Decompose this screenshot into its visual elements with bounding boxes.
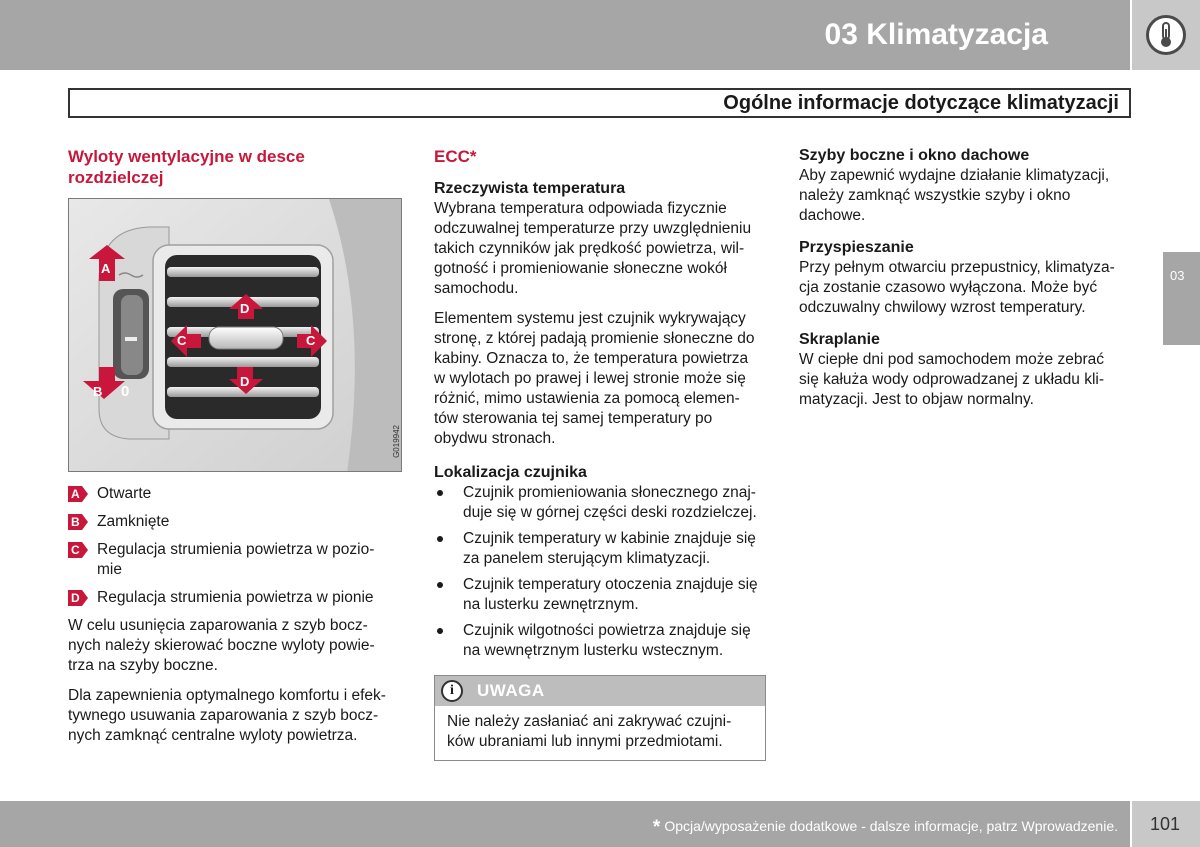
note-title: UWAGA	[477, 681, 545, 700]
column-misc	[799, 146, 1139, 420]
condensation-text: W ciepłe dni pod samochodem może zebrać się kałuża wody odprowadzanej z układu kli- matyzacji. Jest to objaw normalny.	[799, 351, 1104, 408]
legend-text-d: Regulacja strumienia powietrza w pionie	[97, 589, 374, 606]
figure-mark-b: B	[93, 384, 103, 399]
sensor-list	[434, 483, 770, 661]
legend-text-b: Zamknięte	[97, 513, 170, 530]
legend-row-b	[68, 512, 404, 532]
legend-text-c: Regulacja strumienia powietrza w pozio- mie	[97, 541, 375, 578]
info-icon: i	[441, 680, 463, 702]
footnote-text: Opcja/wyposażenie dodatkowe - dalsze informacje, patrz Wprowadzenie.	[664, 818, 1118, 834]
note-text: Nie należy zasłaniać ani zakrywać czujni- ków ubraniami lub innymi przedmiotami.	[447, 713, 732, 750]
figure-mark-c-left: C	[177, 333, 187, 348]
legend-badge-d: D	[68, 590, 88, 606]
section-title: Ogólne informacje dotyczące klimatyzacji	[723, 92, 1119, 114]
list-item: Czujnik wilgotności powietrza znajduje się na wewnętrznym lusterku wstecznym.	[434, 621, 770, 661]
chapter-title: 03 Klimatyzacja	[824, 18, 1048, 51]
figure-mark-c-right: C	[306, 333, 316, 348]
sensor-location-heading: Lokalizacja czujnika	[434, 464, 587, 481]
figure-mark-a: A	[101, 261, 111, 276]
dial-zero-label: 0	[121, 383, 130, 400]
legend-row-a	[68, 484, 404, 504]
figure-mark-d-top: D	[240, 301, 250, 316]
list-item: Czujnik temperatury otoczenia znajduje się na lusterku zewnętrznym.	[434, 575, 770, 615]
figure-code: G019942	[392, 425, 401, 458]
column-vents	[68, 146, 404, 756]
vent-illustration	[68, 198, 402, 472]
legend-badge-b: B	[68, 514, 88, 530]
note-box	[434, 675, 766, 761]
chapter-icon-box	[1132, 0, 1200, 70]
list-item: Czujnik temperatury w kabinie znajduje się za panelem sterującym klimatyzacji.	[434, 529, 770, 569]
list-item: Czujnik promieniowania słonecznego znaj- duje się w górnej części deski rozdzielczej.	[434, 483, 770, 523]
thermometer-icon	[1146, 15, 1186, 55]
side-tab-label: 03	[1170, 268, 1185, 283]
page-number-box	[1132, 801, 1200, 847]
footnote-asterisk: *	[652, 817, 661, 838]
legend-row-d	[68, 588, 404, 608]
column-ecc	[434, 146, 770, 761]
vents-paragraph-2: Dla zapewnienia optymalnego komfortu i efek- tywnego usuwania zaparowania z szyb bocz- nych zamknąć centralne wyloty powietrza.	[68, 687, 386, 744]
footer-band	[0, 801, 1130, 847]
side-windows-text: Aby zapewnić wydajne działanie klimatyzacji, należy zamknąć wszystkie szyby i okno dachowe.	[799, 167, 1110, 224]
actual-temperature-paragraph-2: Elementem systemu jest czujnik wykrywający stronę, z której padają promienie słoneczne do kabiny. Oznacza to, że temperatura powietrza w wylotach po prawej i lewej stronie może się różnić, mimo ustawienia za pomocą elemen- tów sterowania tej samej temperatury po obydwu stronach.	[434, 310, 755, 447]
footnote	[653, 817, 1118, 839]
condensation-heading: Skraplanie	[799, 331, 880, 348]
actual-temperature-paragraph-1: Wybrana temperatura odpowiada fizycznie odczuwalnej temperaturze przy uwzględnieniu takich czynników jak prędkość powietrza, wil- gotność i promieniowanie słoneczne wokół samochodu.	[434, 200, 752, 297]
actual-temperature-heading: Rzeczywista temperatura	[434, 180, 626, 197]
chapter-side-tab	[1163, 252, 1200, 345]
vents-paragraph-1: W celu usunięcia zaparowania z szyb bocz- nych należy skierować boczne wyloty powie- trza na szyby boczne.	[68, 617, 375, 674]
vents-heading: Wyloty wentylacyjne w desce rozdzielczej	[68, 147, 305, 187]
legend-badge-a: A	[68, 486, 88, 502]
section-title-frame	[68, 88, 1131, 118]
legend-row-c	[68, 540, 404, 580]
note-header	[435, 676, 765, 706]
acceleration-heading: Przyspieszanie	[799, 239, 914, 256]
side-windows-heading: Szyby boczne i okno dachowe	[799, 147, 1030, 164]
legend-badge-c: C	[68, 542, 88, 558]
vent-drawing	[69, 199, 402, 472]
ecc-heading: ECC*	[434, 147, 477, 166]
acceleration-text: Przy pełnym otwarciu przepustnicy, klimatyza- cja zostanie czasowo wyłączona. Może być odczuwalny chwilowy wzrost temperatury.	[799, 259, 1115, 316]
header-band	[0, 0, 1130, 70]
page-number: 101	[1150, 814, 1181, 834]
figure-mark-d-bottom: D	[240, 374, 250, 389]
legend-text-a: Otwarte	[97, 485, 152, 502]
